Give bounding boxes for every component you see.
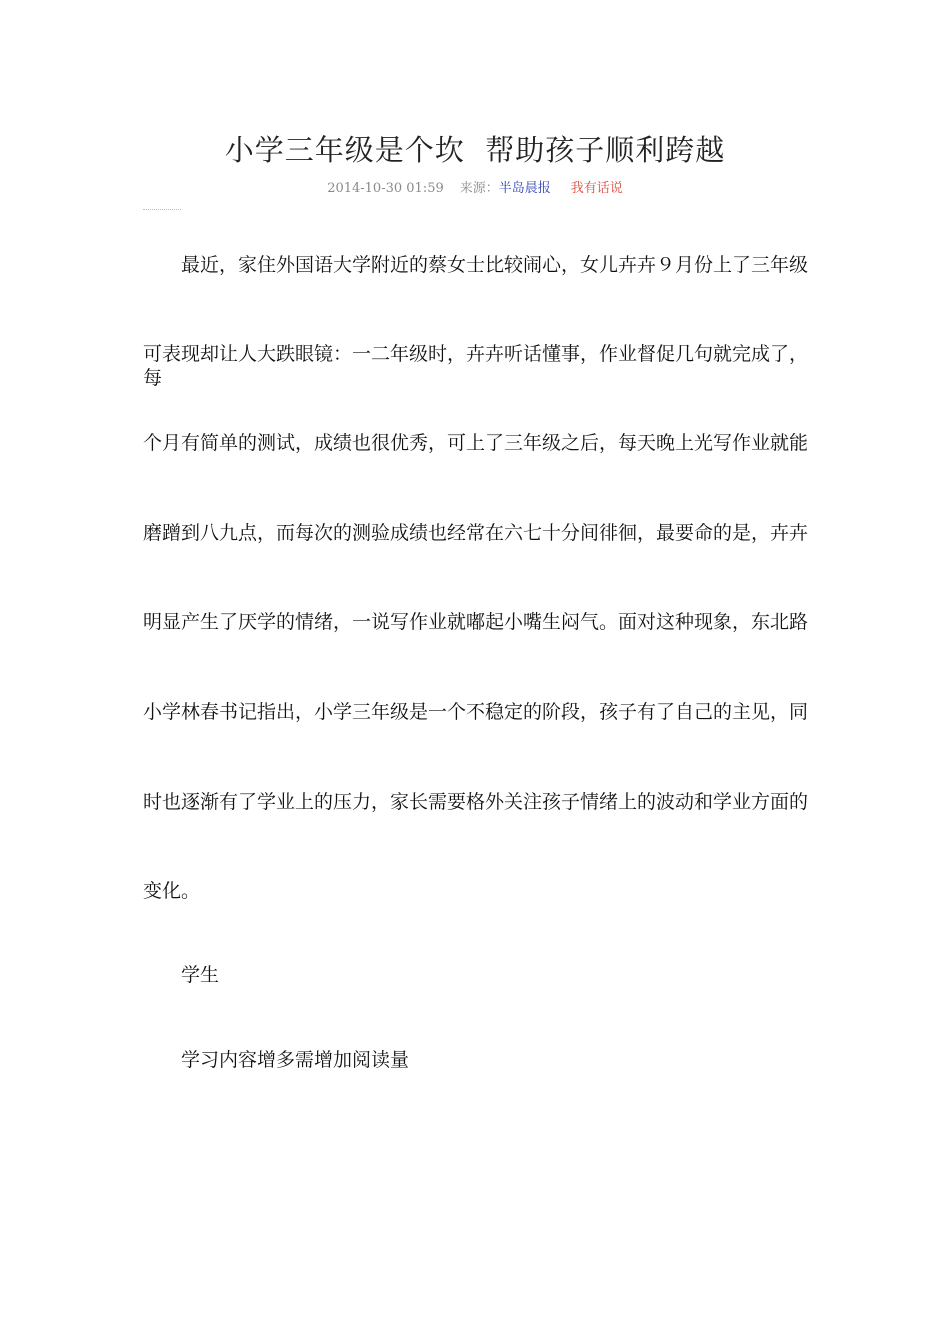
body-line-3: 个月有简单的测试，成绩也很优秀，可上了三年级之后，每天晚上光写作业就能: [143, 432, 809, 454]
article-meta: [0, 177, 950, 196]
publish-date: 2014-10-30 01:59: [327, 181, 444, 196]
body-line-6: 小学林春书记指出，小学三年级是一个不稳定的阶段，孩子有了自己的主见，同: [143, 701, 809, 723]
body-line-2: 可表现却让人大跌眼镜：一二年级时，卉卉听话懂事，作业督促几句就完成了，每: [143, 343, 809, 389]
divider: [143, 209, 181, 212]
subheading: 学习内容增多需增加阅读量: [181, 1049, 410, 1071]
source-label: 来源：: [459, 181, 499, 196]
source-link[interactable]: 半岛晨报: [498, 181, 551, 196]
article-title: 小学三年级是个坎 帮助孩子顺利跨越: [224, 133, 726, 167]
body-line-5: 明显产生了厌学的情绪，一说写作业就嘟起小嘴生闷气。面对这种现象，东北路: [143, 611, 809, 633]
section-label: 学生: [181, 964, 220, 986]
body-line-8: 变化。: [143, 880, 201, 902]
body-line-7: 时也逐渐有了学业上的压力，家长需要格外关注孩子情绪上的波动和学业方面的: [143, 791, 809, 813]
comment-link[interactable]: 我有话说: [570, 181, 623, 196]
body-line-1: 最近，家住外国语大学附近的蔡女士比较闹心，女儿卉卉９月份上了三年级: [181, 254, 809, 276]
body-line-4: 磨蹭到八九点，而每次的测验成绩也经常在六七十分间徘徊，最要命的是，卉卉: [143, 522, 809, 544]
